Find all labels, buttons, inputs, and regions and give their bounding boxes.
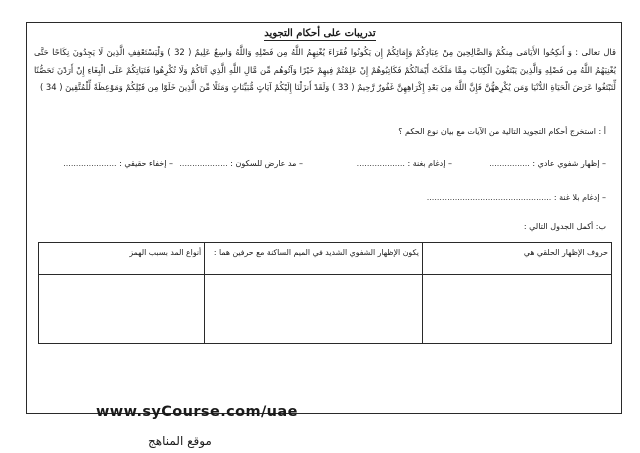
item-label: – مد عارض للسكون : [230,159,303,168]
question-b-prompt: ب: أكمل الجدول التالي : [523,222,606,231]
item-label: – إظهار شفوي عادي : [532,159,606,168]
answer-blank[interactable]: ................ [489,159,530,168]
item-idgham-ghunna [357,159,452,168]
title-text: تدريبات على أحكام التجويد [264,28,376,39]
answer-blank[interactable]: ..................... [63,159,117,168]
question-a-prompt: أ : استخرج أحكام التجويد التالية من الآيات مع بيان نوع الحكم ؟ [398,127,606,136]
table-header-cell: يكون الإظهار الشفوي الشديد في الميم الساكنة مع حرفين هما : [205,243,423,275]
table-header-row [39,243,612,275]
table-row [39,275,612,344]
answer-cell[interactable] [422,275,611,344]
answer-table [38,242,612,344]
answer-blank[interactable]: ................... [356,159,405,168]
answer-cell[interactable] [205,275,423,344]
footer-website-link[interactable]: www.syCourse.com/uae [96,404,298,420]
item-label: – إخفاء حقيقي : [119,159,173,168]
item-ikhfa [63,159,173,168]
item-idgham-bila-ghunna [427,193,606,202]
quran-passage: قال تعالى : وَ أَنكِحُوا الأَيَامَى مِنكُمْ وَالصَّالِحِينَ مِنْ عِبَادِكُمْ وَإِمَائِكُمْ إِن يَكُونُوا فُقَرَاءَ يُغْنِهِمُ اللَّهُ مِن فَضْلِهِ وَاللَّهُ وَاسِعٌ عَلِيمٌ ( 32 ) وَلْيَسْتَعْفِفِ الَّذِينَ لَا يَجِدُونَ نِكَاحًا حَتَّى يُغْنِيَهُمُ اللَّهُ مِن فَضْلِهِ وَالَّذِينَ يَبْتَغُونَ الْكِتَابَ مِمَّا مَلَكَتْ أَيْمَانُكُمْ فَكَاتِبُوهُمْ إِنْ عَلِمْتُمْ فِيهِمْ خَيْرًا وَآتُوهُم مِّن مَّالِ اللَّهِ الَّذِي آتَاكُمْ وَلَا تُكْرِهُوا فَتَيَاتِكُمْ عَلَى الْبِغَاءِ إِنْ أَرَدْنَ تَحَصُّنًا لِّتَبْتَغُوا عَرَضَ الْحَيَاةِ الدُّنْيَا وَمَن يُكْرِههُّنَّ فَإِنَّ اللَّهَ مِن بَعْدِ إِكْرَاهِهِنَّ غَفُورٌ رَّحِيمٌ ( 33 ) وَلَقَدْ أَنزَلْنَا إِلَيْكُمْ آيَاتٍ مُّبَيِّنَاتٍ وَمَثَلًا مِّنَ الَّذِينَ خَلَوْا مِن قَبْلِكُمْ وَمَوْعِظَةً لِّلْمُتَّقِينَ ( 34 ) [34,47,616,92]
worksheet-title [0,28,640,39]
table-header-cell: حروف الإظهار الحلقي هي [422,243,611,275]
answer-blank[interactable]: ................................................. [426,193,552,202]
item-label: – إدغام بلا غنة : [553,193,606,202]
item-label: – إدغام بغنة : [407,159,452,168]
answer-cell[interactable] [39,275,205,344]
item-idhar-shafawi [489,159,606,168]
footer-site-name: موقع المناهج [148,434,212,448]
item-madd-arid [179,159,303,168]
answer-blank[interactable]: ................... [179,159,228,168]
table-header-cell: أنواع المد بسبب الهمز [39,243,205,275]
